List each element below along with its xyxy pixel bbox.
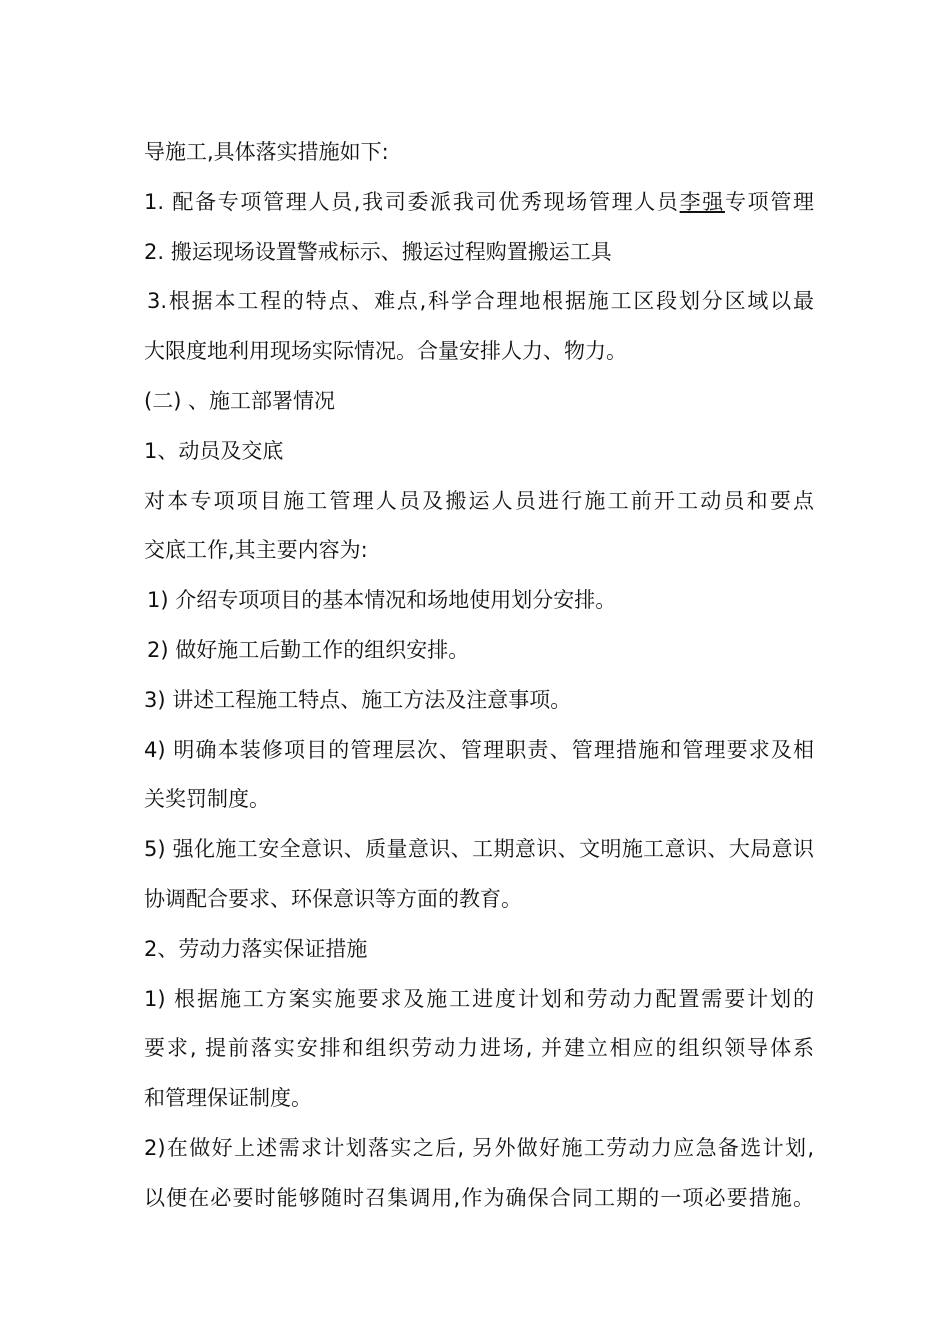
list-item-5: 5) 强化施工安全意识、质量意识、工期意识、文明施工意识、大局意识 <box>144 837 814 862</box>
list-item-1: 1) 介绍专项项目的基本情况和场地使用划分安排。 <box>147 588 617 613</box>
list-item-3: 3) 讲述工程施工特点、施工方法及注意事项。 <box>144 687 572 712</box>
labor-item-1-cont: 要求, 提前落实安排和组织劳动力进场, 并建立相应的组织领导体系 <box>144 1036 814 1061</box>
text-line-3: 2. 搬运现场设置警戒标示、搬运过程购置搬运工具 <box>144 239 612 264</box>
list-item-5-cont: 协调配合要求、环保意识等方面的教育。 <box>144 886 522 911</box>
text-line-4: 3.根据本工程的特点、难点,科学合理地根据施工区段划分区域以最 <box>147 289 814 314</box>
labor-item-2-cont: 以便在必要时能够随时召集调用,作为确保合同工期的一项必要措施。 <box>144 1185 814 1210</box>
text-line-8: 对本专项项目施工管理人员及搬运人员进行施工前开工动员和要点 <box>144 488 814 513</box>
document-body <box>144 128 814 1224</box>
subheading-mobilization: 1、动员及交底 <box>144 438 284 463</box>
list-item-4-cont: 关奖罚制度。 <box>144 787 270 812</box>
text-line-1: 导施工,具体落实措施如下: <box>144 140 389 164</box>
list-item-2: 2) 做好施工后勤工作的组织安排。 <box>147 637 470 662</box>
manager-name: 李强 <box>679 189 725 214</box>
text-line-5: 大限度地利用现场实际情况。合量安排人力、物力。 <box>144 339 627 364</box>
list-item-4: 4) 明确本装修项目的管理层次、管理职责、管理措施和管理要求及相 <box>144 737 814 762</box>
text-line-2-pre: 1. 配备专项管理人员,我司委派我司优秀现场管理人员 <box>144 189 680 214</box>
labor-item-1-end: 和管理保证制度。 <box>144 1086 312 1111</box>
subheading-labor: 2、劳动力落实保证措施 <box>144 936 368 961</box>
section-heading-deployment: (二) 、施工部署情况 <box>144 388 336 413</box>
text-line-2-post: 专项管理 <box>724 189 815 214</box>
text-line-9: 交底工作,其主要内容为: <box>144 538 368 563</box>
labor-item-2: 2)在做好上述需求计划落实之后, 另外做好施工劳动力应急备选计划, <box>144 1135 814 1160</box>
text-line-2 <box>144 178 814 228</box>
labor-item-1: 1) 根据施工方案实施要求及施工进度计划和劳动力配置需要计划的 <box>144 986 814 1011</box>
